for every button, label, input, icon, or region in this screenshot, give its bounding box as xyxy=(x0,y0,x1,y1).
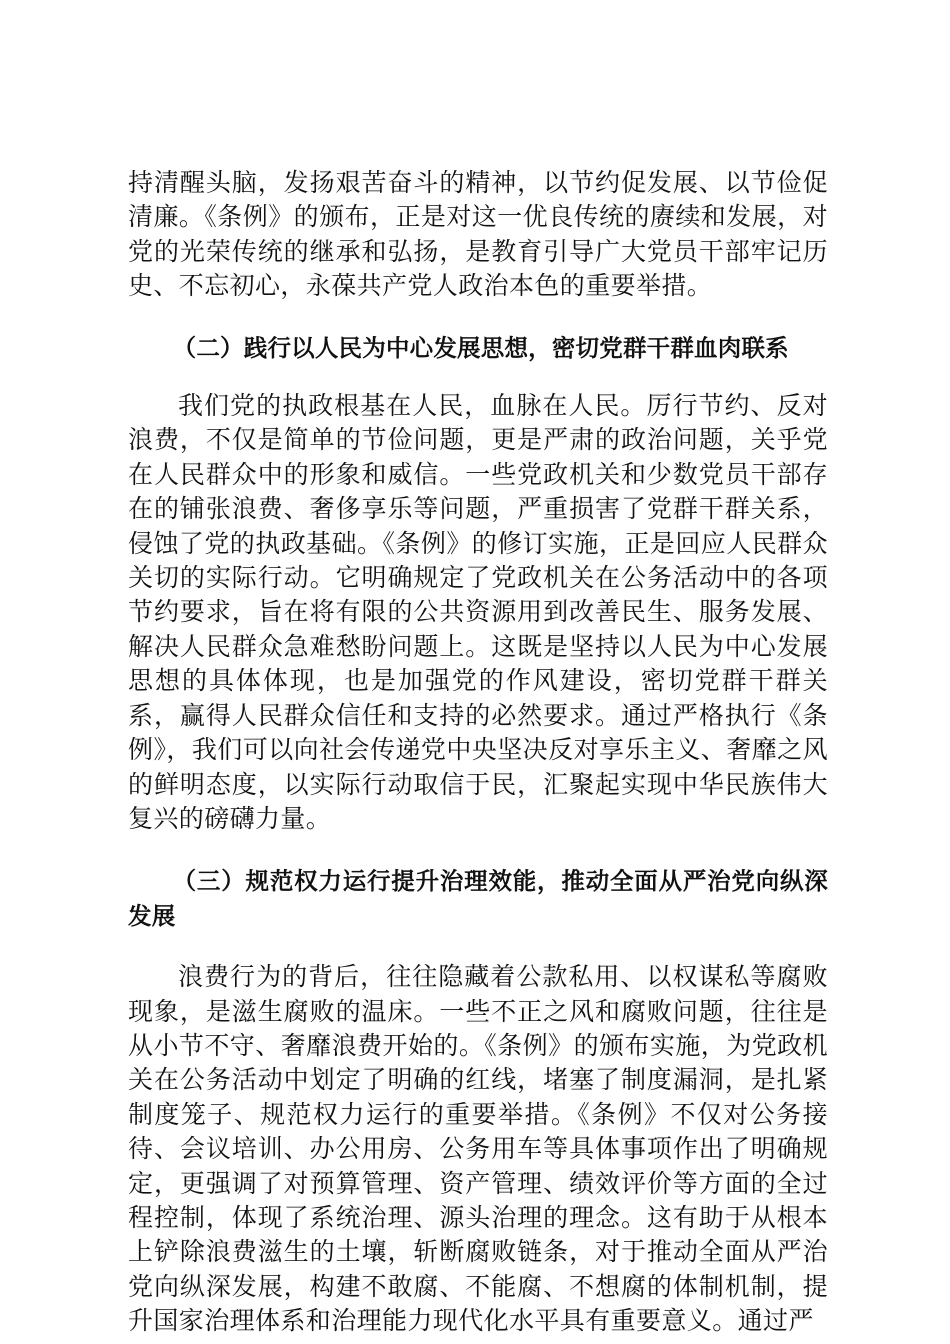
body-paragraph: 持清醒头脑，发扬艰苦奋斗的精神，以节约促发展、以节俭促清廉。《条例》的颁布，正是对这一优良传统的赓续和发展，对党的光荣传统的继承和弘扬，是教育引导广大党员干部牢记历史、不忘初心，永葆共产党人政治本色的重要举措。 xyxy=(128,168,828,301)
section-heading: （二）践行以人民为中心发展思想，密切党群干群血肉联系 xyxy=(172,333,789,362)
body-paragraph: 浪费行为的背后，往往隐藏着公款私用、以权谋私等腐败现象，是滋生腐败的温床。一些不正之风和腐败问题，往往是从小节不守、奢靡浪费开始的。《条例》的颁布实施，为党政机关在公务活动中划定了明确的红线，堵塞了制度漏洞，是扎紧制度笼子、规范权力运行的重要举措。《条例》不仅对公务接待、会议培训、办公用房、公务用车等具体事项作出了明确规定，更强调了对预算管理、资产管理、绩效评价等方面的全过程控制，体现了系统治理、源头治理的理念。这有助于从根本上铲除浪费滋生的土壤，斩断腐败链条，对于推动全面从严治党向纵深发展，构建不敢腐、不能腐、不想腐的体制机制，提升国家治理体系和治理能力现代化水平具有重要意义。通过严 xyxy=(128,962,828,1336)
section-heading: （三）规范权力运行提升治理效能，推动全面从严治党向纵深发展 xyxy=(128,867,828,930)
document-body xyxy=(128,166,828,1339)
body-paragraph: 我们党的执政根基在人民，血脉在人民。厉行节约、反对浪费，不仅是简单的节俭问题，更是严肃的政治问题，关乎党在人民群众中的形象和威信。一些党政机关和少数党员干部存在的铺张浪费、奢侈享乐等问题，严重损害了党群干群关系，侵蚀了党的执政基础。《条例》的修订实施，正是回应人民群众关切的实际行动。它明确规定了党政机关在公务活动中的各项节约要求，旨在将有限的公共资源用到改善民生、服务发展、解决人民群众急难愁盼问题上。这既是坚持以人民为中心发展思想的具体体现，也是加强党的作风建设，密切党群干群关系，赢得人民群众信任和支持的必然要求。通过严格执行《条例》，我们可以向社会传递党中央坚决反对享乐主义、奢靡之风的鲜明态度，以实际行动取信于民，汇聚起实现中华民族伟大复兴的磅礴力量。 xyxy=(128,391,828,833)
